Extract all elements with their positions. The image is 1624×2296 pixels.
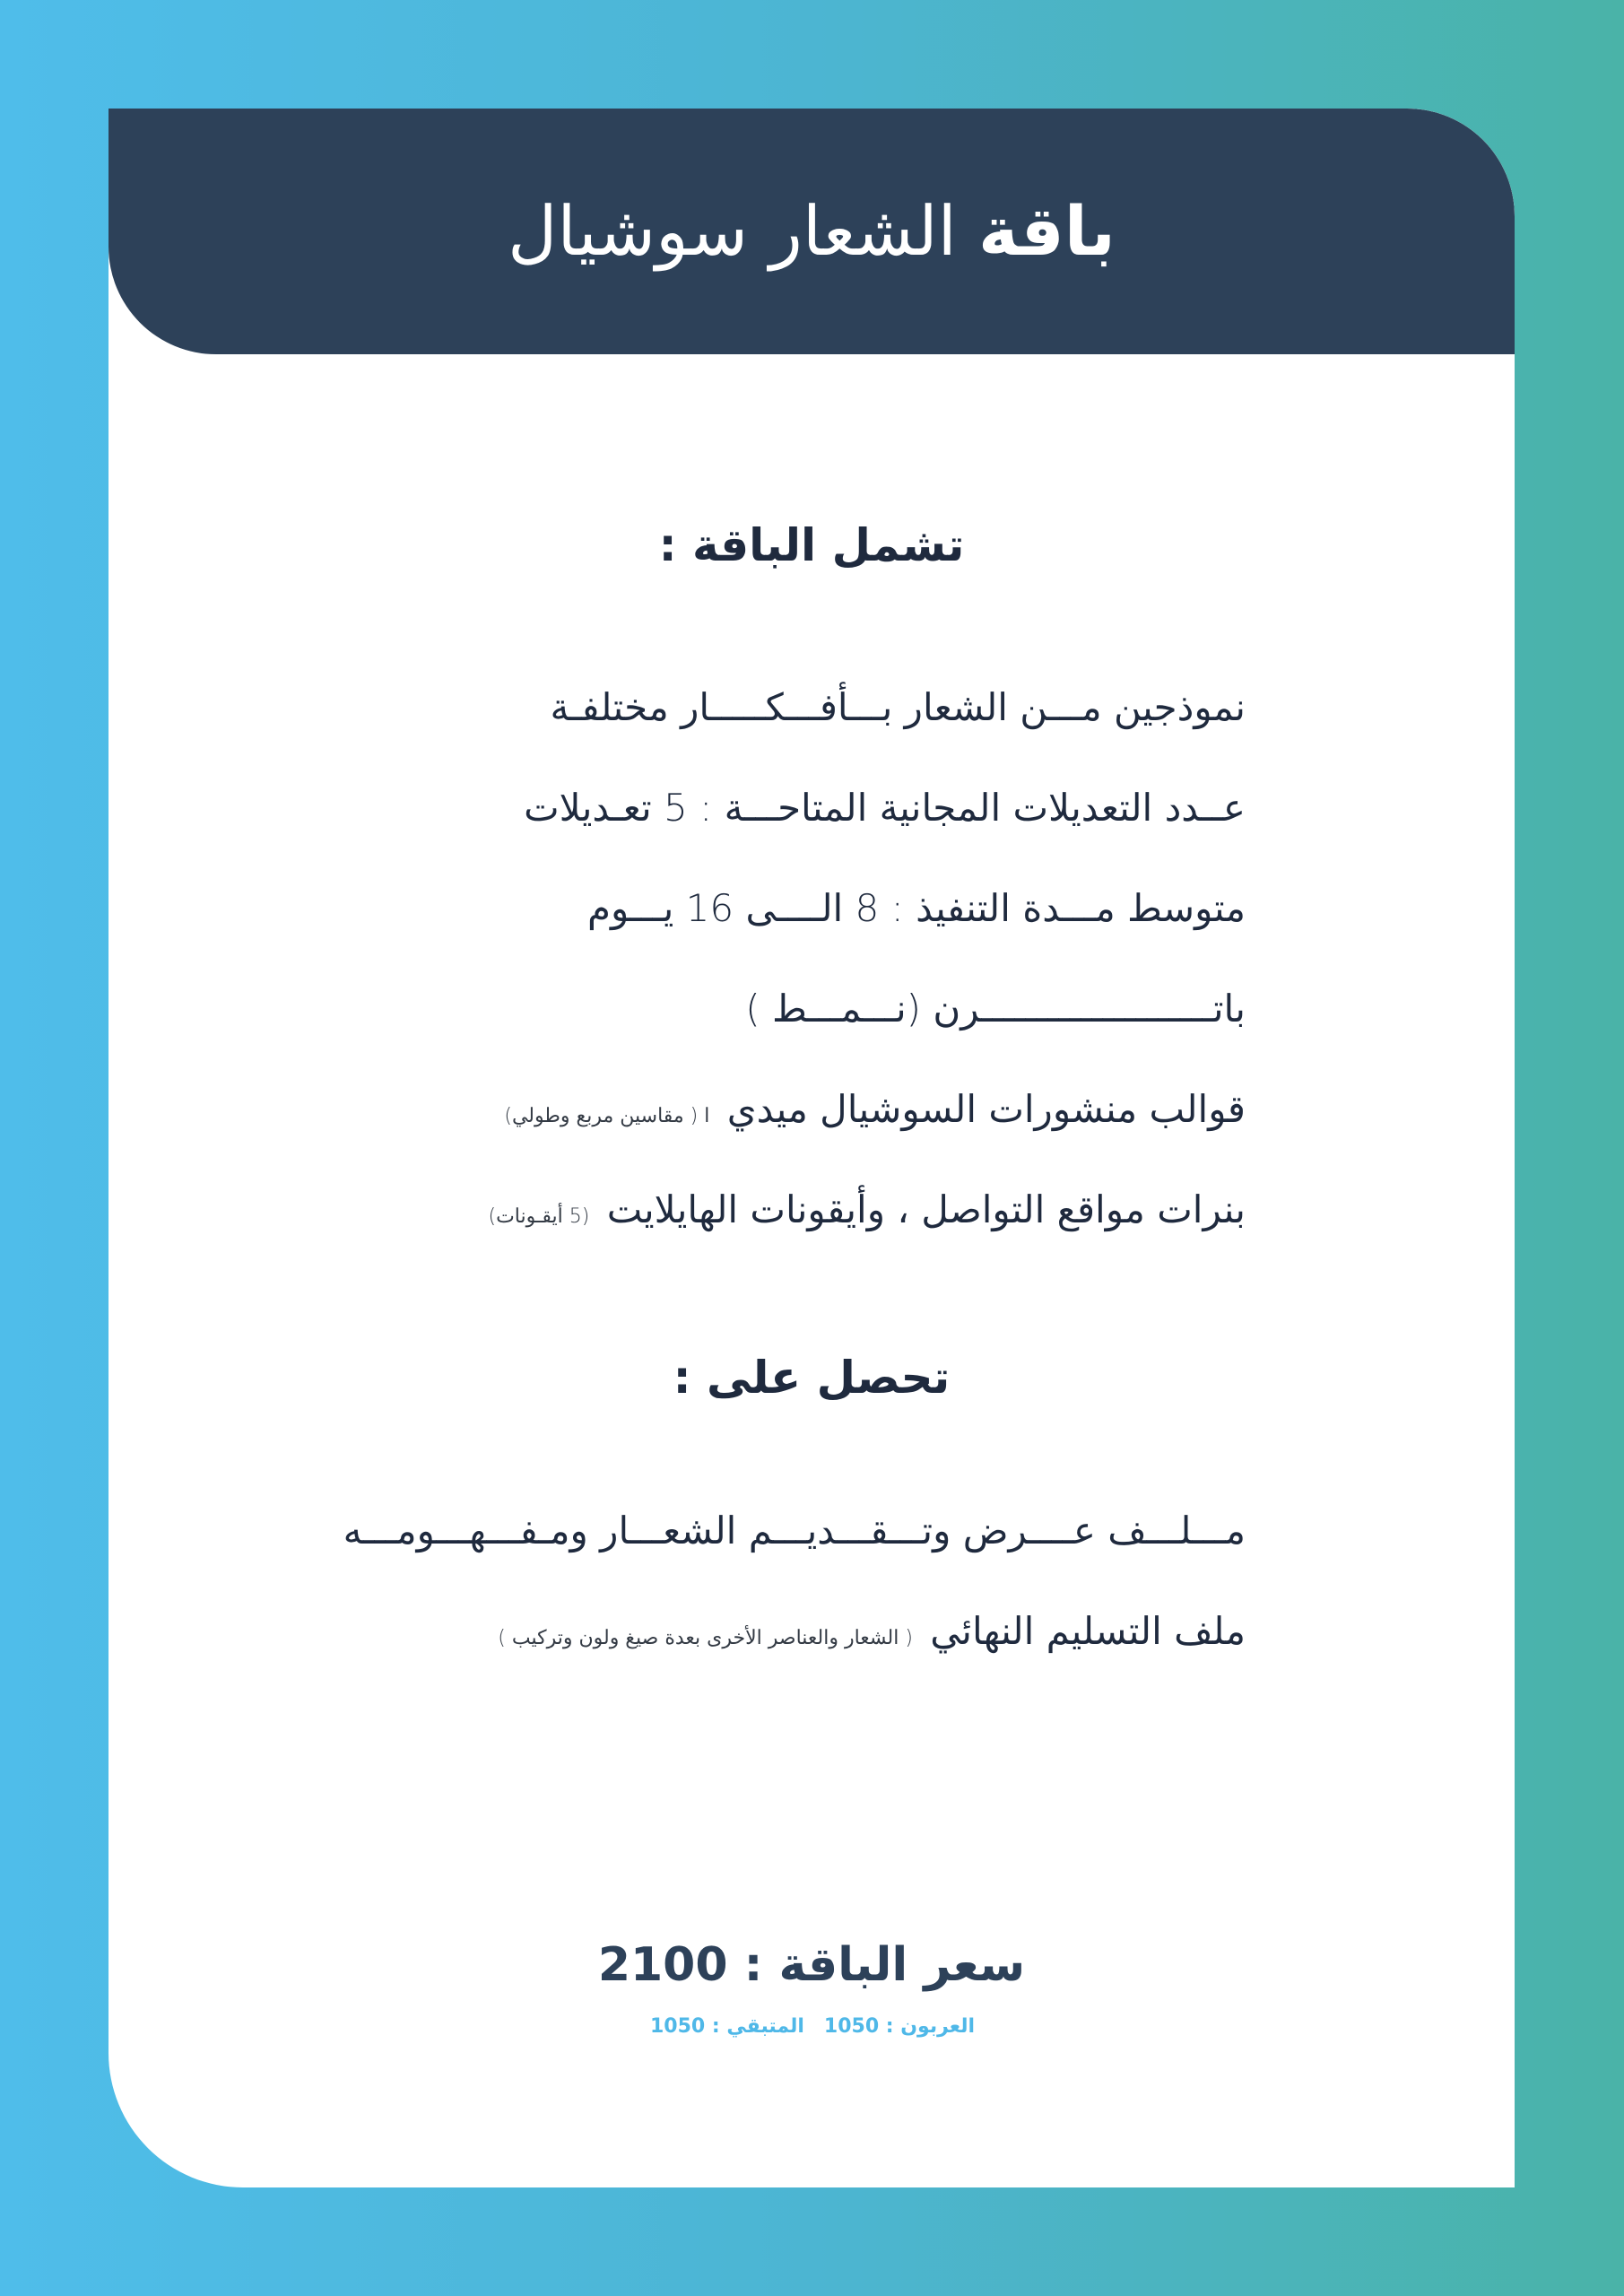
list-item [421, 657, 1246, 758]
title-bold: باقة [977, 191, 1116, 271]
list-item [421, 1059, 1246, 1160]
package-price: سعر الباقة : 2100 [597, 1938, 1026, 1992]
item-note: ( الشعار والعناصر الأخرى بعدة صيغ ولون وتركيب ) [498, 1627, 913, 1649]
payment-breakdown [650, 2015, 975, 2038]
deliverables-list [343, 1481, 1246, 1682]
list-item [421, 1160, 1246, 1260]
item-note: ا ( مقاسين مربع وطولي) [504, 1105, 710, 1127]
list-item [421, 858, 1246, 959]
includes-list [421, 657, 1246, 1260]
item-text: بنرات مواقع التواصل ، وأيقونات الهايلايت [606, 1187, 1246, 1231]
item-text: متوسط مـــدة التنفيذ : 8 الــــى 16 يـــوم [587, 886, 1246, 930]
item-note: (5 أيقـونات) [488, 1205, 590, 1228]
title-rest: الشعار سوشيال [508, 191, 957, 271]
deposit-amount: العربون : 1050 [823, 2015, 975, 2038]
deliverables-title: تحصل على : [673, 1352, 951, 1404]
list-item [421, 758, 1246, 858]
list-item [343, 1481, 1246, 1581]
item-text: باتـــــــــــــــــــــرن (نـــمـــط ) [745, 987, 1246, 1031]
item-text: عــدد التعديلات المجانية المتاحـــة : 5 تعـديلات [524, 786, 1246, 830]
item-text: مـــلـــف عــــرض وتـــقـــديـــم الشعـــار ومـفـــهـــومـــه [343, 1509, 1246, 1552]
list-item [421, 959, 1246, 1059]
item-text: ملف التسليم النهائي [930, 1609, 1246, 1653]
remaining-amount: المتبقي : 1050 [650, 2015, 804, 2038]
list-item [421, 1581, 1246, 1682]
item-text: نموذجين مـــن الشعار بـــأفـــكـــــار مختلفـة [550, 685, 1246, 729]
package-title [508, 191, 1116, 271]
package-card [109, 109, 1515, 2187]
item-text: قوالب منشورات السوشيال ميدي [726, 1087, 1246, 1131]
includes-title: تشمل الباقة : [658, 519, 965, 571]
header-banner [109, 109, 1515, 354]
